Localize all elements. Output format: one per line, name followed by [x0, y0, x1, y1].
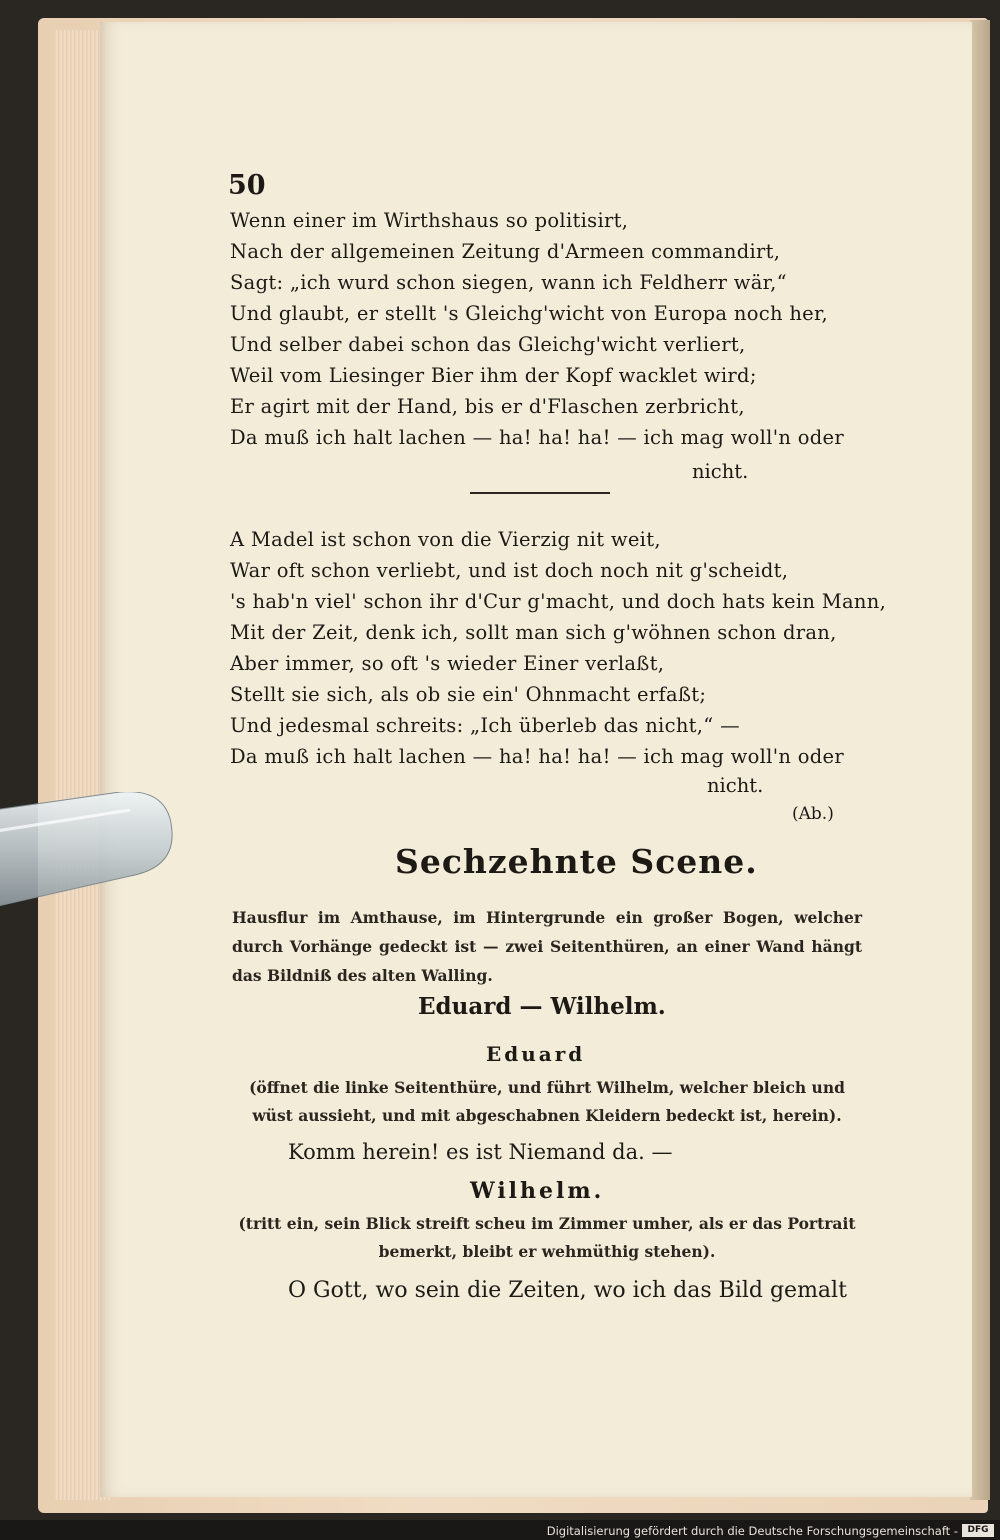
verse-line-continuation: nicht.	[692, 460, 749, 483]
digitization-credit: Digitalisierung gefördert durch die Deutsche Forschungsgemeinschaft -	[546, 1524, 958, 1538]
verse-stanza-2	[230, 524, 886, 772]
scene-heading: Sechzehnte Scene.	[395, 842, 758, 881]
verse-line: Und jedesmal schreits: „Ich überleb das nicht,“ —	[230, 714, 740, 737]
page-clip	[0, 792, 175, 910]
verse-line: Mit der Zeit, denk ich, sollt man sich g'wöhnen schon dran,	[230, 621, 837, 644]
dfg-logo: DFG	[962, 1524, 994, 1537]
stage-direction: (tritt ein, sein Blick streift scheu im Zimmer umher, als er das Portrait bemerkt, bleibt er wehmüthig stehen).	[238, 1214, 856, 1261]
verse-line: War oft schon verliebt, und ist doch noch nit g'scheidt,	[230, 559, 789, 582]
scene-description: Hausflur im Amthause, im Hintergrunde ein großer Bogen, welcher durch Vorhänge gedeckt ist — zwei Seitenthüren, an einer Wand hängt das Bildniß des alten Walling.	[232, 908, 862, 985]
page-number: 50	[228, 170, 266, 201]
dialogue-line: O Gott, wo sein die Zeiten, wo ich das Bild gemalt	[288, 1278, 847, 1303]
verse-line: Weil vom Liesinger Bier ihm der Kopf wacklet wird;	[230, 364, 757, 387]
verse-line: Aber immer, so oft 's wieder Einer verlaßt,	[230, 652, 665, 675]
stage-direction-exit: (Ab.)	[792, 804, 834, 824]
character-list: Eduard — Wilhelm.	[418, 993, 666, 1020]
verse-line: Stellt sie sich, als ob sie ein' Ohnmacht erfaßt;	[230, 683, 707, 706]
verse-line-continuation: nicht.	[707, 774, 764, 797]
verse-line: Sagt: „ich wurd schon siegen, wann ich Feldherr wär,“	[230, 271, 787, 294]
dialogue-line: Komm herein! es ist Niemand da. —	[288, 1140, 673, 1164]
speaker-name: Wilhelm.	[470, 1178, 605, 1204]
verse-line: Wenn einer im Wirthshaus so politisirt,	[230, 209, 629, 232]
verse-line: Und glaubt, er stellt 's Gleichg'wicht von Europa noch her,	[230, 302, 828, 325]
verse-line: A Madel ist schon von die Vierzig nit weit,	[230, 528, 661, 551]
verse-stanza-1	[230, 205, 844, 453]
right-page-edge	[970, 20, 990, 1500]
verse-line: Da muß ich halt lachen — ha! ha! ha! — ich mag woll'n oder	[230, 745, 845, 768]
verse-line: Da muß ich halt lachen — ha! ha! ha! — ich mag woll'n oder	[230, 426, 845, 449]
stage-direction: (öffnet die linke Seitenthüre, und führt Wilhelm, welcher bleich und wüst aussieht, und mit abgeschabnen Kleidern bedeckt ist, herein).	[249, 1078, 845, 1125]
verse-line: Nach der allgemeinen Zeitung d'Armeen commandirt,	[230, 240, 781, 263]
verse-line: 's hab'n viel' schon ihr d'Cur g'macht, und doch hats kein Mann,	[230, 590, 887, 613]
verse-line: Und selber dabei schon das Gleichg'wicht verliert,	[230, 333, 746, 356]
stanza-divider	[470, 492, 610, 494]
verse-line: Er agirt mit der Hand, bis er d'Flaschen zerbricht,	[230, 395, 745, 418]
speaker-name: Eduard	[486, 1042, 586, 1066]
